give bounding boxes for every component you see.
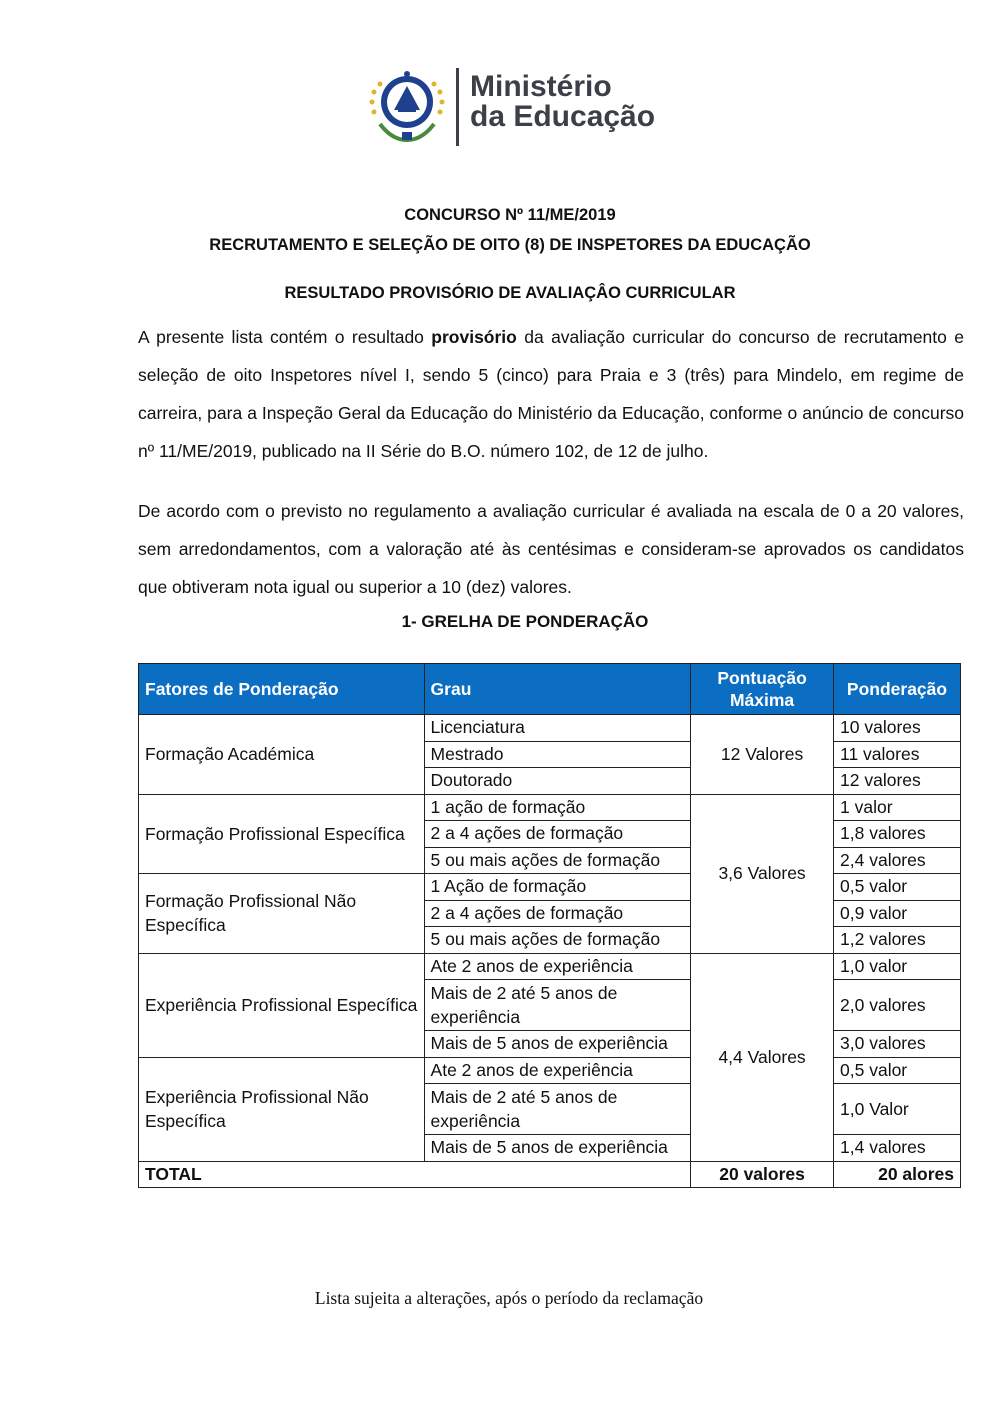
total-max-score: 20 valores [691, 1161, 834, 1188]
max-score-cell: 12 Valores [691, 715, 834, 795]
intro-paragraph: A presente lista contém o resultado provisório da avaliação curricular do concurso de recrutamento e seleção de oito Inspetores nível I, sendo 5 (cinco) para Praia e 3 (três) para Mindelo, em regime de carreira, para a Inspeção Geral da Educação do Ministério da Educação, conforme o anúncio de concurso nº 11/ME/2019, publicado na II Série do B.O. número 102, de 12 de julho. [138, 327, 964, 461]
table-row [139, 1057, 961, 1084]
grade-cell: 5 ou mais ações de formação [424, 847, 691, 874]
evaluation-paragraph: De acordo com o previsto no regulamento a avaliação curricular é avaliada na escala de 0 a 20 valores, sem arredondamentos, com a valoração até às centésimas e consideram-se aprovados os candidatos que obtiveram nota igual ou superior a 10 (dez) valores. [138, 501, 964, 597]
weight-cell: 0,5 valor [834, 874, 961, 901]
header-factors: Fatores de Ponderação [139, 664, 425, 715]
grade-cell: Mais de 5 anos de experiência [424, 1135, 691, 1162]
factor-cell: Experiência Profissional Não Específica [139, 1057, 425, 1161]
weight-cell: 1 valor [834, 794, 961, 821]
factor-cell: Formação Académica [139, 715, 425, 795]
weight-cell: 1,4 valores [834, 1135, 961, 1162]
recruitment-title: RECRUTAMENTO E SELEÇÃO DE OITO (8) DE INSPETORES DA EDUCAÇÃO [209, 236, 811, 254]
weight-cell: 0,5 valor [834, 1057, 961, 1084]
weight-cell: 2,0 valores [834, 980, 961, 1031]
total-row [139, 1161, 961, 1188]
weight-cell: 12 valores [834, 768, 961, 795]
factor-cell: Experiência Profissional Específica [139, 953, 425, 1057]
logo-text-line2: da Educação [470, 100, 656, 133]
max-score-cell: 4,4 Valores [691, 953, 834, 1161]
result-title: RESULTADO PROVISÓRIO DE AVALIAÇÂO CURRICULAR [284, 284, 736, 302]
weighting-table [138, 663, 961, 1188]
table-row [139, 953, 961, 980]
max-score-cell: 3,6 Valores [691, 794, 834, 953]
grade-cell: 2 a 4 ações de formação [424, 900, 691, 927]
weight-cell: 1,8 valores [834, 821, 961, 848]
total-weight: 20 alores [834, 1161, 961, 1188]
provisional-emphasis: provisório [431, 327, 517, 347]
coat-of-arms-emblem [362, 62, 452, 152]
grade-cell: Doutorado [424, 768, 691, 795]
weight-cell: 1,0 Valor [834, 1084, 961, 1135]
grade-cell: Licenciatura [424, 715, 691, 742]
weight-cell: 1,2 valores [834, 927, 961, 954]
weight-cell: 1,0 valor [834, 953, 961, 980]
document-headings [0, 200, 1000, 308]
grade-cell: Ate 2 anos de experiência [424, 1057, 691, 1084]
weight-cell: 3,0 valores [834, 1031, 961, 1058]
logo-text-line1: Ministério [470, 70, 612, 103]
weight-cell: 2,4 valores [834, 847, 961, 874]
header-max-score: Pontuação Máxima [691, 664, 834, 715]
grade-cell: Mais de 2 até 5 anos de experiência [424, 980, 691, 1031]
logo-divider [456, 68, 459, 146]
grade-cell: 5 ou mais ações de formação [424, 927, 691, 954]
grade-cell: 2 a 4 ações de formação [424, 821, 691, 848]
grade-cell: Mestrado [424, 741, 691, 768]
header-weight: Ponderação [834, 664, 961, 715]
weight-cell: 0,9 valor [834, 900, 961, 927]
grade-cell: 1 ação de formação [424, 794, 691, 821]
factor-cell: Formação Profissional Não Específica [139, 874, 425, 954]
grade-cell: Mais de 2 até 5 anos de experiência [424, 1084, 691, 1135]
logo-wordmark [470, 72, 655, 132]
grade-cell: Ate 2 anos de experiência [424, 953, 691, 980]
factor-cell: Formação Profissional Específica [139, 794, 425, 874]
table-header-row [139, 664, 961, 715]
contest-title: CONCURSO Nº 11/ME/2019 [404, 206, 616, 224]
header-grade: Grau [424, 664, 691, 715]
section-title: 1- GRELHA DE PONDERAÇÃO [401, 612, 649, 631]
footer-note: Lista sujeita a alterações, após o período da reclamação [314, 1288, 704, 1308]
ministry-logo [362, 62, 662, 152]
grade-cell: 1 Ação de formação [424, 874, 691, 901]
weight-cell: 11 valores [834, 741, 961, 768]
total-label: TOTAL [139, 1161, 691, 1188]
table-row [139, 715, 961, 742]
table-row [139, 794, 961, 821]
grade-cell: Mais de 5 anos de experiência [424, 1031, 691, 1058]
table-row [139, 874, 961, 901]
weight-cell: 10 valores [834, 715, 961, 742]
